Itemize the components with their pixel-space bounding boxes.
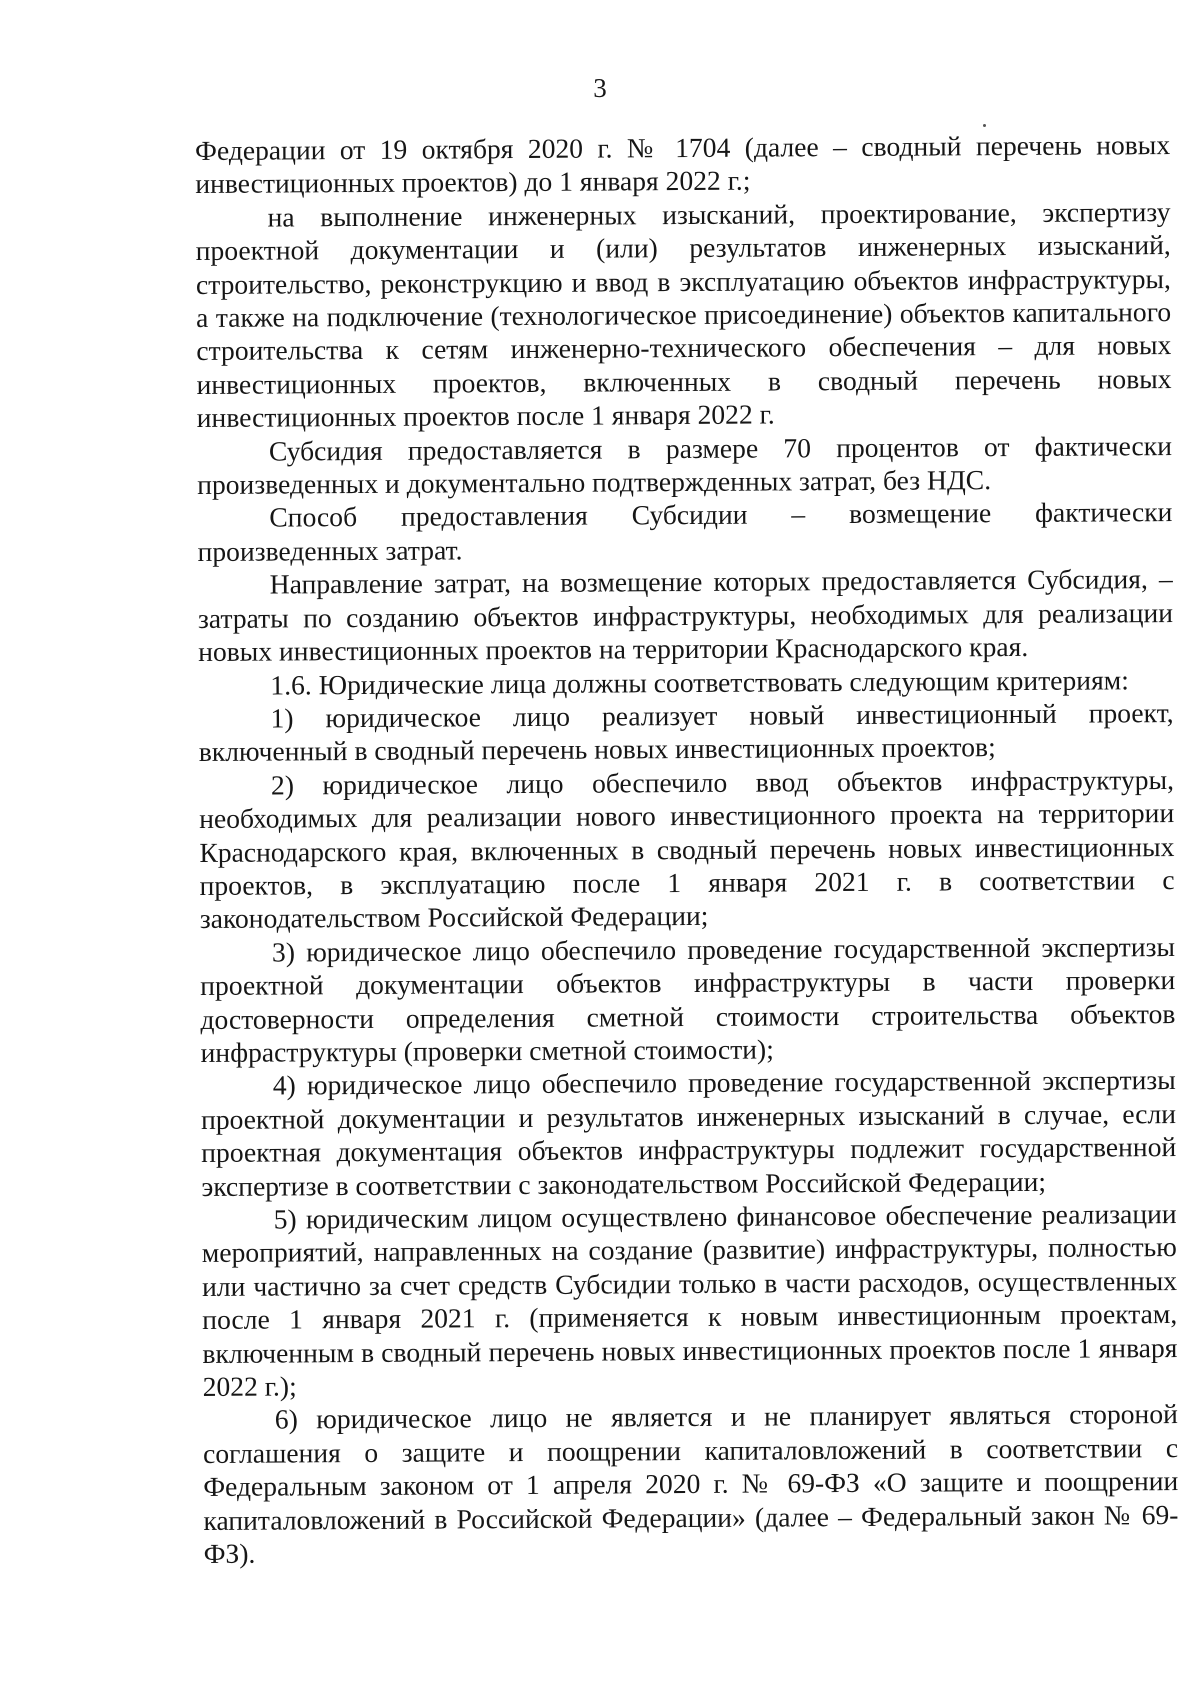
- paragraph-criteria-heading: 1.6. Юридические лица должны соответствовать следующим критериям:: [270, 663, 1129, 701]
- scan-speck: [983, 124, 986, 127]
- criterion-3: 3) юридическое лицо обеспечило проведение государственной экспертизы проектной документации объектов инфраструктуры в части проверки достоверности определения сметной стоимости строительства объектов инфраструктуры (проверки сметной стоимости);: [200, 930, 1176, 1068]
- page-number: 3: [593, 73, 607, 103]
- document-body: [195, 128, 1179, 1570]
- paragraph-subsidy-method: Способ предоставления Субсидии – возмещение фактически произведенных затрат.: [197, 496, 1173, 567]
- criterion-4: 4) юридическое лицо обеспечило проведение государственной экспертизы проектной документации и результатов инженерных изысканий в случае, если проектная документация объектов инфраструктуры подлежит государственной экспертизе в соответствии с законодательством Российской Федерации;: [200, 1064, 1177, 1202]
- criterion-5: 5) юридическим лицом осуществлено финансовое обеспечение реализации мероприятий, направленных на создание (развитие) инфраструктуры, полностью или частично за счет средств Субсидии только в части расходов, осуществленных после 1 января 2021 г. (применяется к новым инвестиционным проектам, включенным в сводный перечень новых инвестиционных проектов после 1 января 2022 г.);: [201, 1198, 1178, 1403]
- paragraph-continuation: Федерации от 19 октября 2020 г. № 1704 (далее – сводный перечень новых инвестиционных проектов) до 1 января 2022 г.;: [195, 129, 1171, 200]
- paragraph-engineering-surveys: на выполнение инженерных изысканий, проектирование, экспертизу проектной документации и (или) результатов инженерных изысканий, строительство, реконструкцию и ввод в эксплуатацию объектов инфраструктуры, а также на подключение (технологическое присоединение) объектов капитального строительства к сетям инженерно-технического обеспечения – для новых инвестиционных проектов, включенных в сводный перечень новых инвестиционных проектов после 1 января 2022 г.: [195, 195, 1172, 434]
- paragraph-cost-direction: Направление затрат, на возмещение которых предоставляется Субсидия, – затраты по созданию объектов инфраструктуры, необходимых для реализации новых инвестиционных проектов на территории Краснодарского края.: [197, 563, 1174, 668]
- criterion-2: 2) юридическое лицо обеспечило ввод объектов инфраструктуры, необходимых для реализации нового инвестиционного проекта на территории Краснодарского края, включенных в сводный перечень новых инвестиционных проектов, в эксплуатацию после 1 января 2021 г. в соответствии с законодательством Российской Федерации;: [199, 763, 1175, 935]
- criterion-6: 6) юридическое лицо не является и не планирует являться стороной соглашения о защите и поощрении капиталовложений в соответствии с Федеральным законом от 1 апреля 2020 г. № 69-ФЗ «О защите и поощрении капиталовложений в Российской Федерации» (далее – Федеральный закон № 69-ФЗ).: [202, 1398, 1179, 1570]
- paragraph-subsidy-amount: Субсидия предоставляется в размере 70 процентов от фактически произведенных и документально подтвержденных затрат, без НДС.: [197, 429, 1173, 501]
- criterion-1: 1) юридическое лицо реализует новый инвестиционный проект, включенный в сводный перечень новых инвестиционных проектов;: [198, 696, 1174, 768]
